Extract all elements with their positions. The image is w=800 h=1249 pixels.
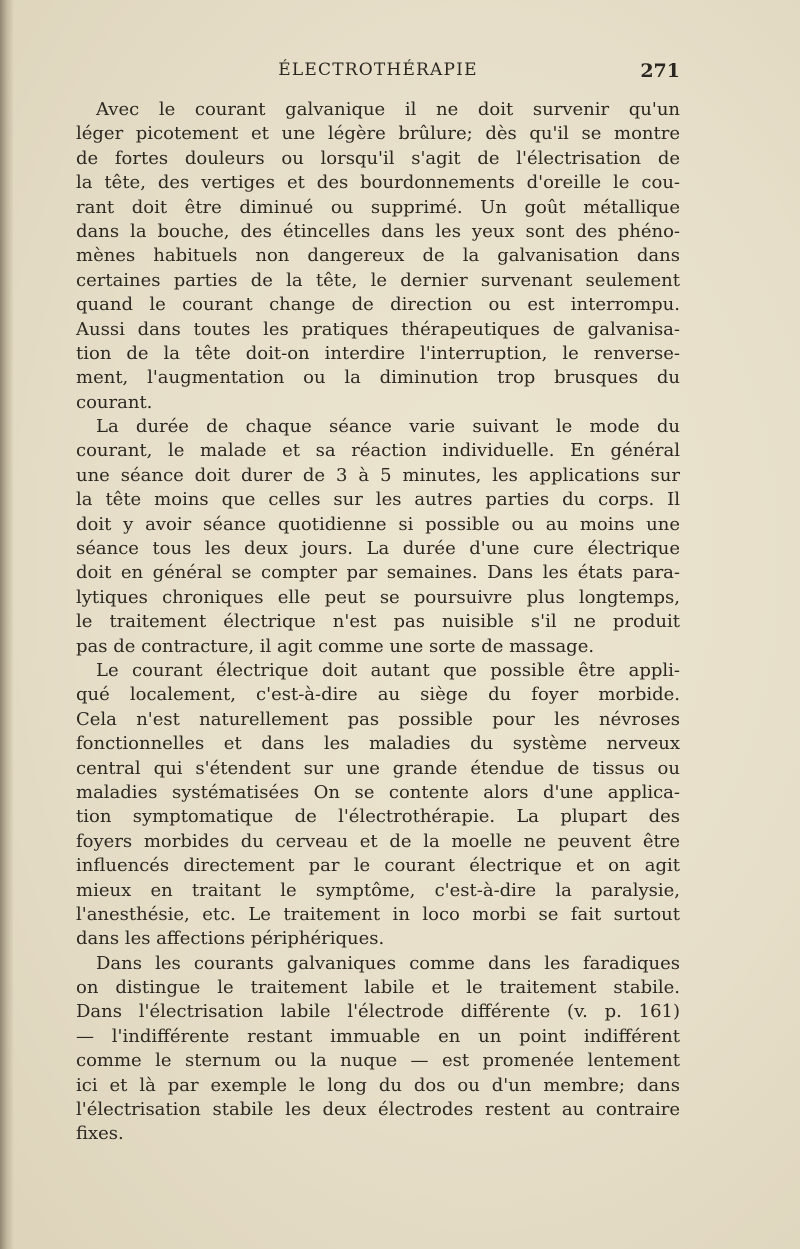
text-line: l'anesthésie, etc. Le traitement in loco morbi se fait surtout [76,903,680,925]
text-line: de fortes douleurs ou lorsqu'il s'agit de l'électrisation de [76,147,680,169]
text-line: on distingue le traitement labile et le traitement stabile. [76,977,680,999]
text-line: rant doit être diminué ou supprimé. Un goût métallique [76,196,680,218]
text-line: central qui s'étendent sur une grande étendue de tissus ou [76,757,680,779]
text-line: fonctionnelles et dans les maladies du système nerveux [76,733,680,755]
text-line: ment, l'augmentation ou la diminution trop brusques du [76,367,680,389]
text-line: dans la bouche, des étincelles dans les yeux sont des phéno- [76,220,680,242]
text-line: Aussi dans toutes les pratiques thérapeutiques de galvanisa- [76,318,680,340]
text-line: mènes habituels non dangereux de la galvanisation dans [76,245,680,267]
text-line: pas de contracture, il agit comme une sorte de massage. [76,635,595,657]
running-title: ÉLECTROTHÉRAPIE [278,60,478,80]
text-line: tion symptomatique de l'électrothérapie. La plupart des [76,806,680,828]
text-line: doit en général se compter par semaines. Dans les états para- [76,562,680,584]
text-line: le traitement électrique n'est pas nuisible s'il ne produit [76,611,680,633]
page-header [76,60,680,90]
binding-shadow [0,0,14,1249]
text-line: foyers morbides du cerveau et de la moelle ne peuvent être [76,830,680,852]
page-number: 271 [640,60,680,82]
text-line: Le courant électrique doit autant que possible être appli- [96,659,680,681]
body-text [76,98,680,1147]
text-line: maladies systématisées On se contente alors d'une applica- [76,781,680,803]
text-line: fixes. [76,1123,124,1145]
text-line: l'électrisation stabile les deux électrodes restent au contraire [76,1099,680,1121]
text-line: tion de la tête doit-on interdire l'interruption, le renverse- [76,342,680,364]
text-line: la tête, des vertiges et des bourdonnements d'oreille le cou- [76,172,680,194]
text-line: courant, le malade et sa réaction individuelle. En général [76,440,680,462]
text-line: une séance doit durer de 3 à 5 minutes, les applications sur [76,464,680,486]
text-line: séance tous les deux jours. La durée d'une cure électrique [76,538,680,560]
text-line: dans les affections périphériques. [76,928,385,950]
text-line: comme le sternum ou la nuque — est promenée lentement [76,1050,680,1072]
text-line: influencés directement par le courant électrique et on agit [76,855,680,877]
text-line: léger picotement et une légère brûlure; dès qu'il se montre [76,123,680,145]
text-line: certaines parties de la tête, le dernier survenant seulement [76,269,680,291]
text-line: Dans l'électrisation labile l'électrode différente (v. p. 161) [76,1001,680,1023]
text-line: Dans les courants galvaniques comme dans les faradiques [96,952,680,974]
text-line: ici et là par exemple le long du dos ou d'un membre; dans [76,1074,680,1096]
text-line: Avec le courant galvanique il ne doit survenir qu'un [96,99,680,120]
text-line: qué localement, c'est-à-dire au siège du foyer morbide. [76,684,680,706]
text-line: courant. [76,391,153,413]
text-line: doit y avoir séance quotidienne si possible ou au moins une [76,513,680,535]
text-line: Cela n'est naturellement pas possible pour les névroses [76,708,680,730]
text-line: mieux en traitant le symptôme, c'est-à-dire la paralysie, [76,879,680,901]
text-line: La durée de chaque séance varie suivant le mode du [96,416,680,438]
text-line: — l'indifférente restant immuable en un point indifférent [76,1025,680,1047]
text-line: lytiques chroniques elle peut se poursuivre plus longtemps, [76,586,680,608]
text-line: la tête moins que celles sur les autres parties du corps. Il [76,489,680,511]
text-line: quand le courant change de direction ou est interrompu. [76,294,680,316]
